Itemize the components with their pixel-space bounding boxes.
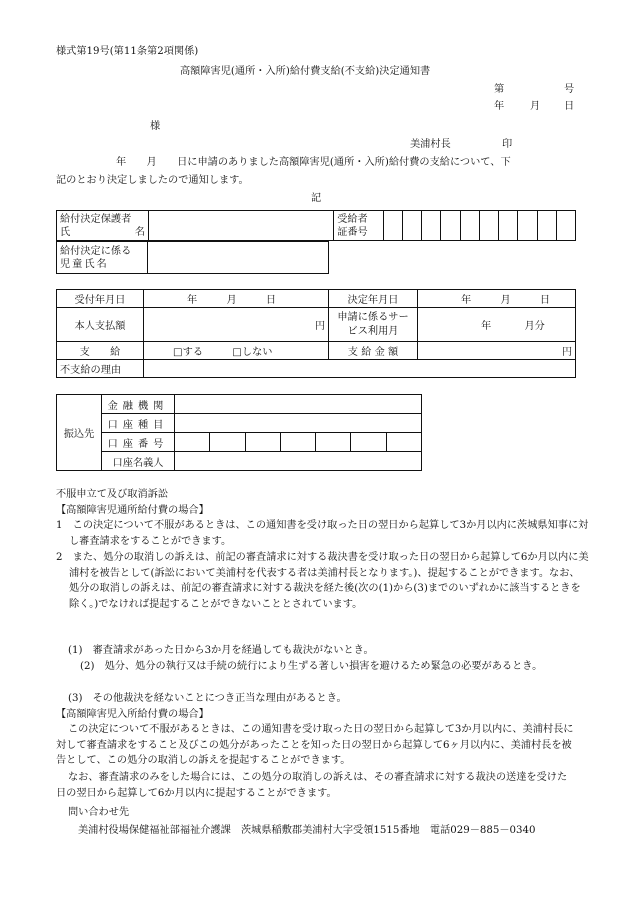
payment-yes-checkbox[interactable]: □する — [173, 347, 204, 358]
cert-digit[interactable] — [518, 211, 537, 241]
bank-field[interactable] — [175, 395, 422, 414]
intro-line-2: 記のとおり決定しましたので通知します。 — [56, 175, 249, 186]
decision-date-field[interactable]: 年 月 日 — [418, 290, 576, 308]
account-digit[interactable] — [316, 433, 351, 452]
decision-table — [56, 289, 576, 378]
number-label-go: 号 — [564, 84, 575, 95]
appeal-item-2: 2 また、処分の取消しの訴えは、前記の審査請求に対する裁決書を受け取った日の翌日から起算して6か月以内に美浦村を被告として(訴訟において美浦村を代表する者は美浦村長となります。)、提起することができます。なお、処分の取消しの訴えは、前記の審査請求に対する裁決を経た後(次の(1)から(3)までのいずれかに該当するときを除く。)でなければ提起することができないこととされています。 — [56, 552, 589, 610]
document-title: 高額障害児(通所・入所)給付費支給(不支給)決定通知書 — [180, 66, 431, 77]
payment-no-checkbox[interactable]: □しない — [232, 347, 273, 358]
transfer-label: 振込先 — [57, 395, 102, 471]
section-title-residential: 【高額障害児入所給付費の場合】 — [56, 709, 209, 720]
holder-name-field[interactable] — [149, 211, 334, 241]
account-digit[interactable] — [210, 433, 245, 452]
payment-options — [144, 342, 329, 360]
date-year-label: 年 — [494, 101, 505, 112]
decision-date-label: 決定年月日 — [329, 290, 418, 308]
account-holder-field[interactable] — [175, 452, 422, 471]
appeal-heading: 不服申立て及び取消訴訟 — [56, 489, 169, 500]
contact-info: 美浦村役場保健福祉部福祉介護課 茨城県稲敷郡美浦村大字受領1515番地 電話029－885－0340 — [78, 825, 536, 836]
number-label-first: 第 — [494, 84, 505, 95]
account-digit[interactable] — [280, 433, 315, 452]
account-type-label: 口座種目 — [102, 414, 175, 433]
account-holder-label: 口座名義人 — [102, 452, 175, 471]
contact-label: 問い合わせ先 — [68, 807, 130, 818]
non-payment-reason-field[interactable] — [144, 360, 576, 378]
cert-digit[interactable] — [479, 211, 498, 241]
bank-label: 金融機関 — [102, 395, 175, 414]
seal-mark: 印 — [502, 139, 513, 150]
account-number-label: 口座番号 — [102, 433, 175, 452]
account-digit[interactable] — [245, 433, 280, 452]
date-day-label: 日 — [564, 101, 575, 112]
payment-label: 支 給 — [57, 342, 144, 360]
receipt-date-label: 受付年月日 — [57, 290, 144, 308]
account-digit[interactable] — [386, 433, 421, 452]
recipient-table — [56, 210, 576, 241]
child-label: 給付決定に係る 児童氏名 — [57, 242, 148, 274]
cert-digit[interactable] — [402, 211, 421, 241]
cert-digit[interactable] — [499, 211, 518, 241]
payment-amount-field[interactable]: 円 — [418, 342, 576, 360]
appeal-sub-1: (1) 審査請求があった日から3か月を経過しても裁決がないとき。 — [68, 645, 374, 656]
cert-digit[interactable] — [556, 211, 575, 241]
addressee-suffix: 様 — [150, 121, 161, 132]
holder-label: 給付決定保護者 氏 名 — [57, 211, 149, 241]
payment-amount-label: 支 給 金 額 — [329, 342, 418, 360]
self-pay-field[interactable]: 円 — [144, 308, 329, 342]
child-table — [56, 241, 329, 274]
service-month-field[interactable]: 年 月分 — [418, 308, 576, 342]
residential-paragraph-2: なお、審査請求のみをした場合には、この処分の取消しの訴えは、その審査請求に対する裁決の送達を受けた日の翌日から起算して6か月以内に提起することができます。 — [56, 772, 568, 799]
child-name-field[interactable] — [148, 242, 329, 274]
transfer-table — [56, 394, 422, 471]
section-title-day-service: 【高額障害児通所給付費の場合】 — [56, 505, 209, 516]
account-digit[interactable] — [175, 433, 210, 452]
cert-digit[interactable] — [383, 211, 402, 241]
cert-digit[interactable] — [537, 211, 556, 241]
form-number: 様式第19号(第11条第2項関係) — [56, 46, 199, 57]
appeal-sub-3: (3) その他裁決を経ないことにつき正当な理由があるとき。 — [68, 693, 347, 704]
account-digit[interactable] — [351, 433, 386, 452]
account-type-field[interactable] — [175, 414, 422, 433]
intro-line-1: 年 月 日に申請のありました高額障害児(通所・入所)給付費の支給について、下 — [116, 157, 511, 168]
self-pay-label: 本人支払額 — [57, 308, 144, 342]
non-payment-reason-label: 不支給の理由 — [57, 360, 144, 378]
service-month-label: 申請に係るサー ビス利用月 — [329, 308, 418, 342]
issuer-name: 美浦村長 — [410, 139, 451, 150]
cert-digit[interactable] — [422, 211, 441, 241]
appeal-sub-2: (2) 処分、処分の執行又は手続の続行により生ずる著しい損害を避けるため緊急の必要があるとき。 — [80, 661, 543, 672]
ki-label: 記 — [311, 193, 322, 204]
residential-paragraph-1: この決定について不服があるときは、この通知書を受け取った日の翌日から起算して3か月以内に、美浦村長に対して審査請求をすること及びこの処分があったことを知った日の翌日から起算して6ヶ月以内に、美浦村長を被告として、この処分の取消しの訴えを提起することができます。 — [56, 724, 574, 766]
cert-label: 受給者 証番号 — [334, 211, 384, 241]
appeal-item-1: 1 この決定について不服があるときは、この通知書を受け取った日の翌日から起算して3か月以内に茨城県知事に対し審査請求をすることができます。 — [56, 520, 589, 547]
receipt-date-field[interactable]: 年 月 日 — [144, 290, 329, 308]
cert-digit[interactable] — [460, 211, 479, 241]
cert-digit[interactable] — [441, 211, 460, 241]
date-month-label: 月 — [530, 101, 541, 112]
